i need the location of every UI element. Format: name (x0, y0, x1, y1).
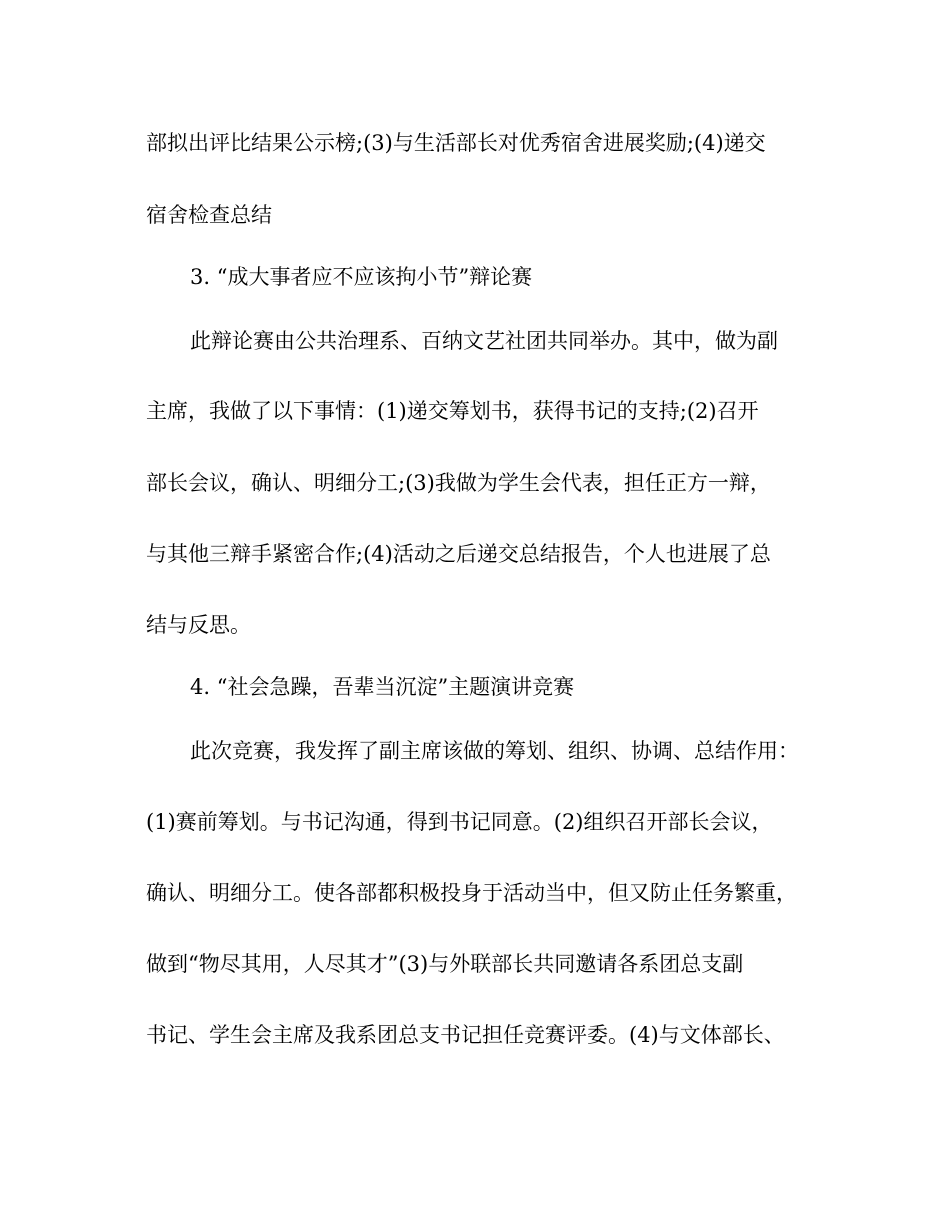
paragraph-start: 此辩论赛由公共治理系、百纳文艺社团共同举办。其中，做为副 (190, 329, 778, 353)
text-line: 主席，我做了以下事情：(1)递交筹划书，获得书记的支持;(2)召开 (146, 399, 759, 423)
section-heading-4: 4. “社会急躁，吾辈当沉淀”主题演讲竞赛 (190, 675, 575, 699)
section-heading-3: 3. “成大事者应不应该拘小节”辩论赛 (190, 265, 533, 289)
text-line: 书记、学生会主席及我系团总支书记担任竞赛评委。(4)与文体部长、 (146, 1023, 785, 1047)
text-line: 与其他三辩手紧密合作;(4)活动之后递交总结报告，个人也进展了总 (146, 542, 771, 566)
text-line: 部拟出评比结果公示榜;(3)与生活部长对优秀宿舍进展奖励;(4)递交 (146, 131, 766, 155)
text-line: 做到“物尽其用，人尽其才”(3)与外联部长共同邀请各系团总支副 (146, 952, 744, 976)
text-line: 结与反思。 (146, 613, 251, 637)
text-line: 确认、明细分工。使各部都积极投身于活动当中，但又防止任务繁重， (146, 881, 797, 905)
text-line: 部长会议，确认、明细分工;(3)我做为学生会代表，担任正方一辩， (146, 471, 771, 495)
text-line: 宿舍检查总结 (146, 203, 272, 227)
text-line: (1)赛前筹划。与书记沟通，得到书记同意。(2)组织召开部长会议， (146, 810, 773, 834)
paragraph-start: 此次竞赛，我发挥了副主席该做的筹划、组织、协调、总结作用： (190, 739, 799, 763)
